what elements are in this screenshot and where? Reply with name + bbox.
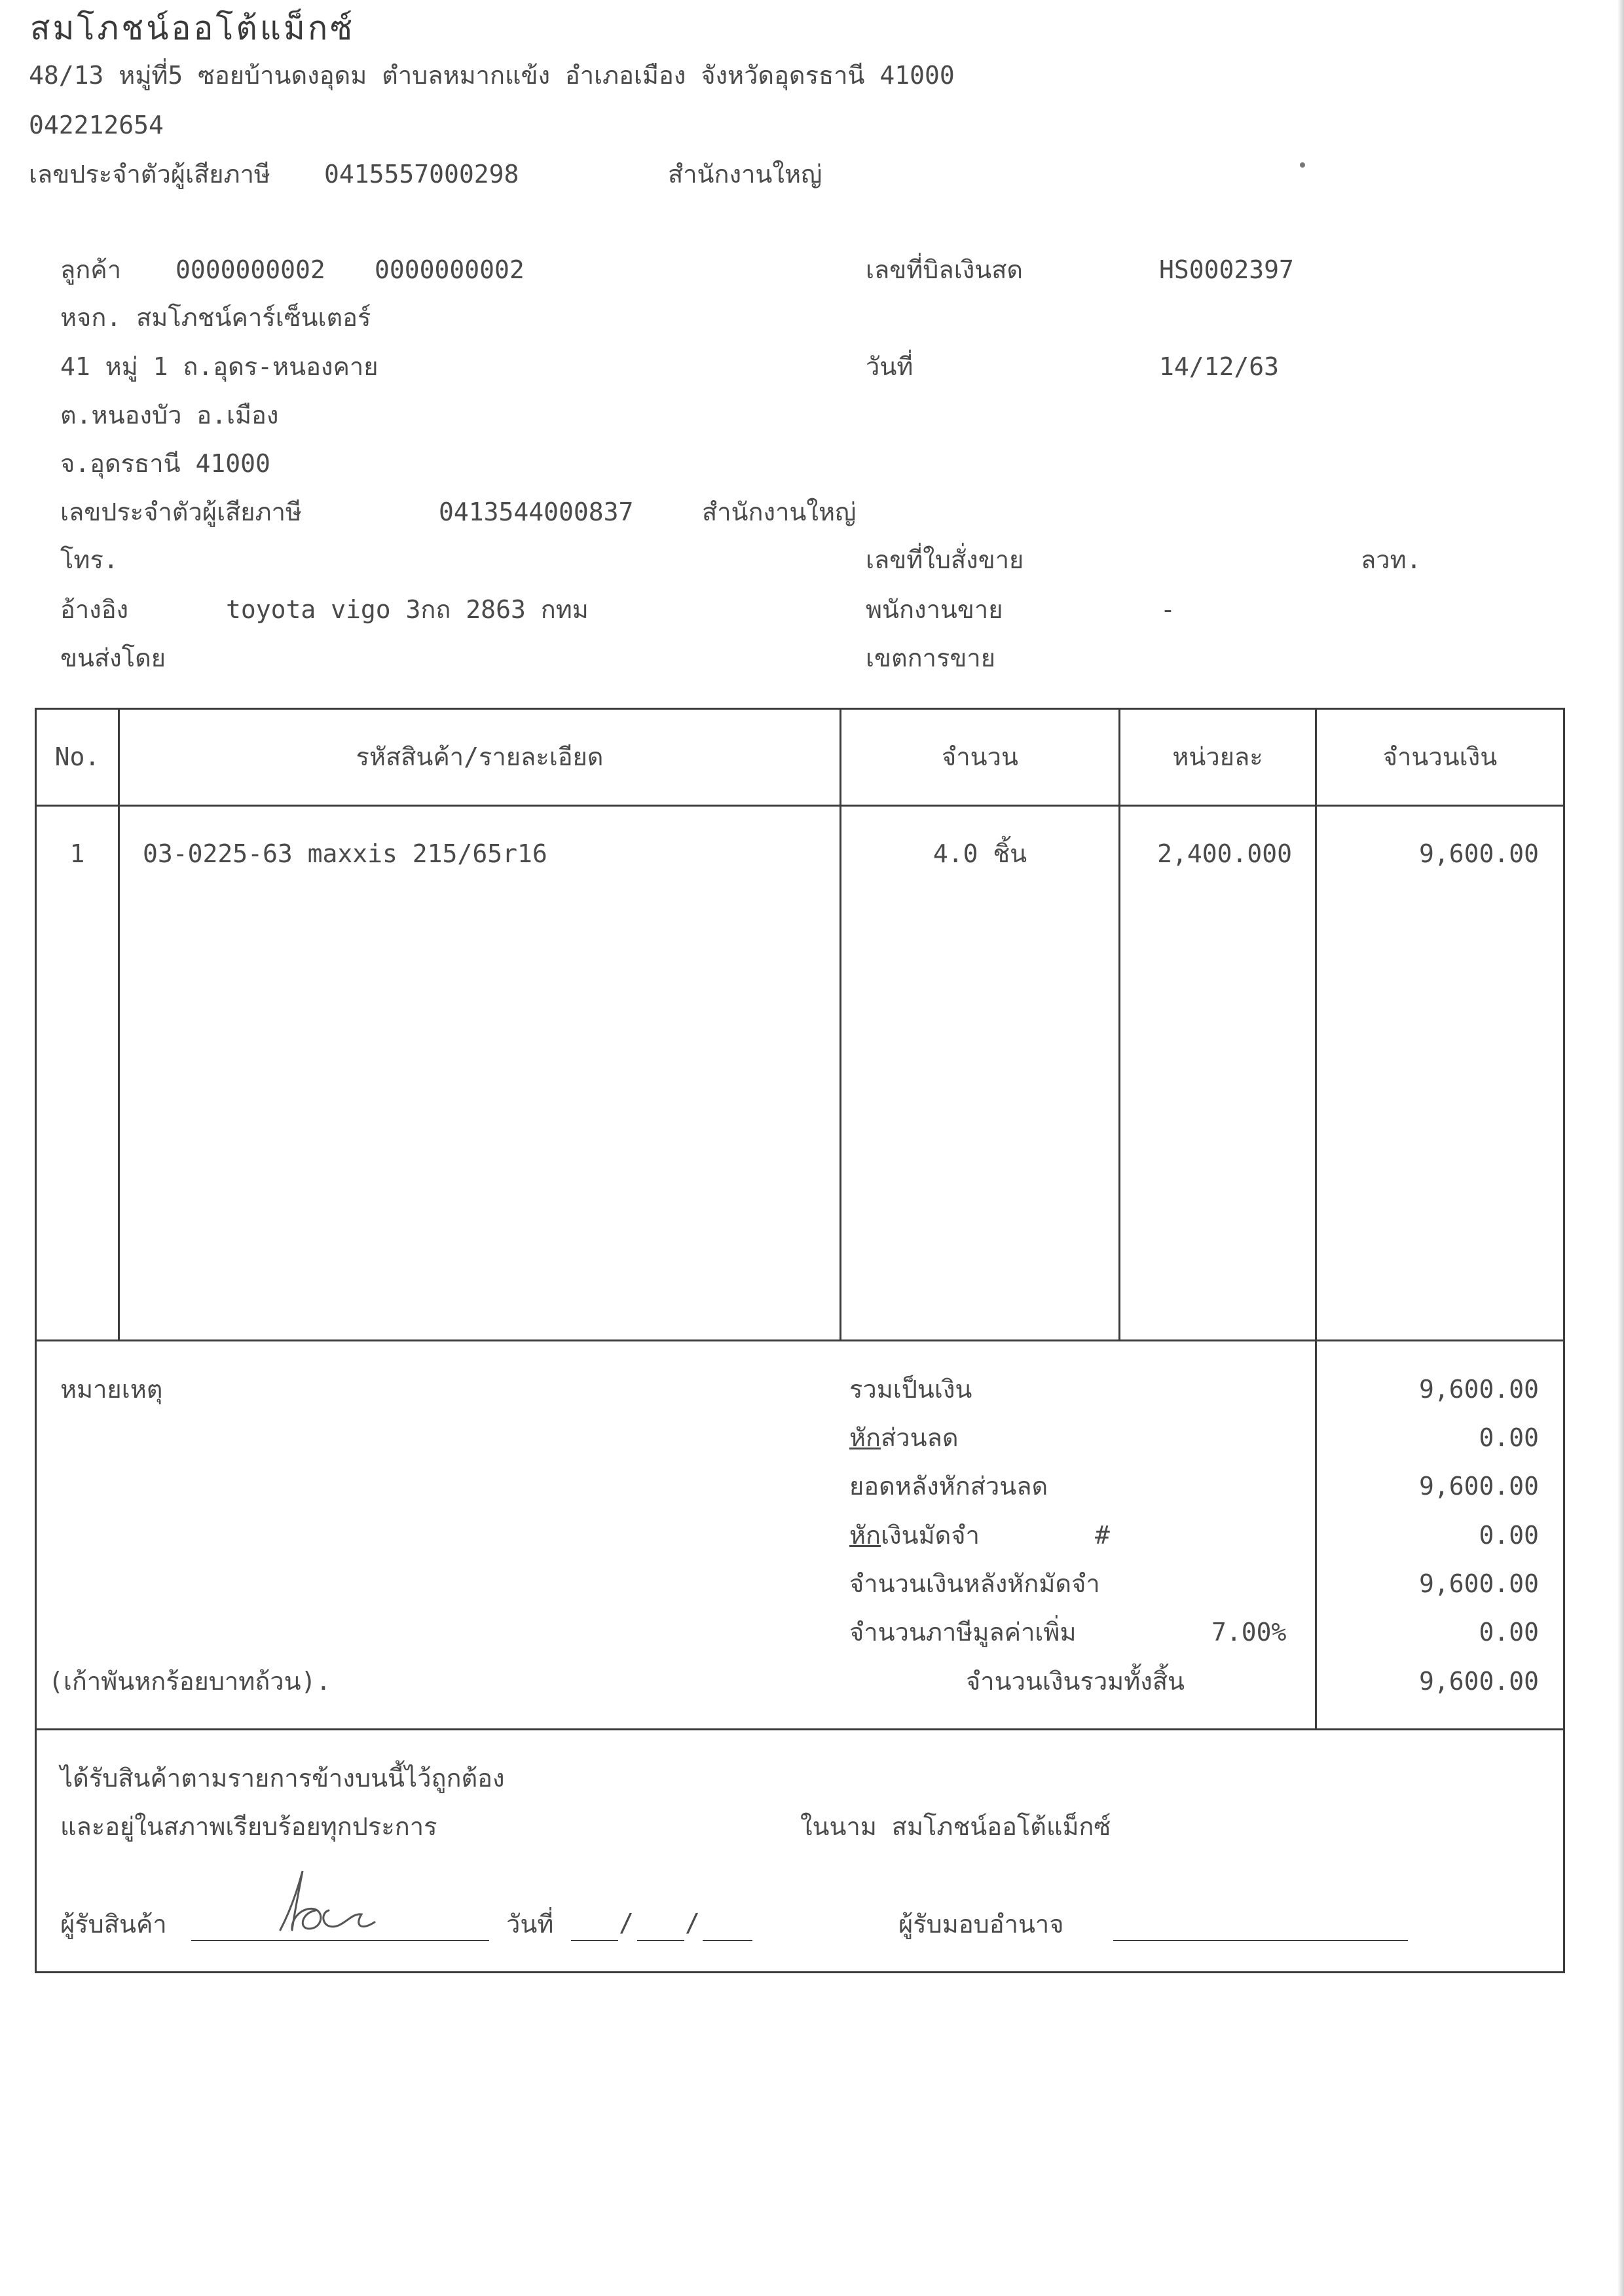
header-no: No.: [54, 742, 100, 771]
customer-name: หจก. สมโภชน์คาร์เซ็นเตอร์: [60, 303, 371, 332]
customer-code: 0000000002: [175, 255, 325, 284]
customer-tax-id-label: เลขประจำตัวผู้เสียภาษี: [60, 498, 302, 526]
subtotal-value: 9,600.00: [1418, 1375, 1539, 1404]
discount-label-rest: ส่วนลด: [881, 1423, 959, 1452]
customer-code-2: 0000000002: [375, 255, 525, 284]
grand-total-label: จำนวนเงินรวมทั้งสิ้น: [966, 1667, 1185, 1696]
subtotal-label: รวมเป็นเงิน: [849, 1375, 972, 1404]
table-header-divider: [35, 805, 1565, 807]
table-left-border: [35, 708, 37, 1973]
row-unit-price: 2,400.000: [1157, 839, 1292, 868]
header-item: รหัสสินค้า/รายละเอียด: [356, 742, 604, 771]
amount-in-words: (เก้าพันหกร้อยบาทถ้วน).: [48, 1667, 331, 1696]
reference-value: toyota vigo 3กถ 2863 กทม: [226, 595, 589, 624]
table-body-bottom: [35, 1339, 1565, 1341]
deposit-mark: #: [1095, 1521, 1110, 1550]
deposit-label-rest: เงินมัดจำ: [881, 1521, 980, 1550]
header-qty: จำนวน: [942, 742, 1018, 771]
company-name: สมโภชน์ออโต้แม็กซ์: [30, 9, 356, 47]
receive-date-label: วันที่: [506, 1910, 554, 1939]
grand-total-value: 9,600.00: [1418, 1667, 1539, 1696]
shipping-label: ขนส่งโดย: [60, 644, 166, 672]
page-edge-shadow: [1617, 0, 1624, 2296]
customer-label: ลูกค้า: [60, 255, 122, 284]
row-item: 03-0225-63 maxxis 215/65r16: [143, 839, 547, 868]
receiver-signature: [262, 1866, 393, 1938]
table-right-border: [1563, 708, 1565, 1973]
vat-label: จำนวนภาษีมูลค่าเพิ่ม: [849, 1618, 1077, 1647]
company-tax-id-label: เลขประจำตัวผู้เสียภาษี: [29, 160, 270, 189]
customer-address-line3: จ.อุดรธานี 41000: [60, 449, 270, 478]
after-discount-value: 9,600.00: [1418, 1472, 1539, 1501]
header-unit-price: หน่วยละ: [1172, 742, 1263, 771]
after-discount-label: ยอดหลังหักส่วนลด: [849, 1472, 1048, 1501]
customer-branch: สำนักงานใหญ่: [702, 498, 857, 526]
receive-date-slash-1: /: [619, 1908, 634, 1937]
col-divider-item: [840, 708, 841, 1341]
table-top-border: [35, 708, 1565, 710]
company-phone: 042212654: [29, 111, 164, 139]
order-no-label: เลขที่ใบสั่งขาย: [866, 545, 1024, 574]
discount-label-underlined: หัก: [849, 1423, 881, 1452]
bill-date: 14/12/63: [1159, 352, 1280, 381]
customer-phone-label: โทร.: [60, 545, 119, 574]
row-qty: 4.0 ชิ้น: [932, 839, 1027, 868]
deposit-label: [849, 1523, 980, 1548]
sales-area-label: เขตการขาย: [866, 644, 995, 672]
row-no: 1: [69, 839, 85, 868]
discount-value: 0.00: [1479, 1423, 1539, 1452]
deposit-value: 0.00: [1479, 1521, 1539, 1550]
received-statement-line2: และอยู่ในสภาพเรียบร้อยทุกประการ: [60, 1812, 437, 1841]
header-amount: จำนวนเงิน: [1382, 742, 1498, 771]
receive-date-day-line: [571, 1940, 618, 1941]
col-divider-qty: [1118, 708, 1120, 1341]
summary-bottom: [35, 1728, 1565, 1730]
bill-no: HS0002397: [1159, 255, 1294, 284]
footer-bottom: [35, 1971, 1565, 1973]
company-address: 48/13 หมู่ที่5 ซอยบ้านดงอุดม ตำบลหมากแข้ง อำเภอเมือง จังหวัดอุดรธานี 41000: [29, 61, 955, 90]
receive-date-year-line: [703, 1940, 752, 1941]
remark-label: หมายเหตุ: [60, 1375, 163, 1404]
after-deposit-label: จำนวนเงินหลังหักมัดจำ: [849, 1569, 1100, 1598]
received-statement-line1: ได้รับสินค้าตามรายการข้างบนนี้ไว้ถูกต้อง: [60, 1764, 505, 1793]
vat-rate: 7.00%: [1211, 1618, 1287, 1647]
receive-date-month-line: [637, 1940, 684, 1941]
order-no-suffix: ลวท.: [1361, 545, 1422, 574]
customer-address-line1: 41 หมู่ 1 ถ.อุดร-หนองคาย: [60, 352, 378, 381]
after-deposit-value: 9,600.00: [1418, 1569, 1539, 1598]
company-branch: สำนักงานใหญ่: [668, 160, 822, 189]
vat-value: 0.00: [1479, 1618, 1539, 1647]
date-label: วันที่: [866, 352, 913, 381]
on-behalf-of: ในนาม สมโภชน์ออโต้แม็กซ์: [800, 1812, 1111, 1841]
row-amount: 9,600.00: [1418, 839, 1539, 868]
authorized-label: ผู้รับมอบอำนาจ: [898, 1910, 1064, 1939]
deposit-label-underlined: หัก: [849, 1521, 881, 1550]
customer-address-line2: ต.หนองบัว อ.เมือง: [60, 401, 279, 429]
customer-tax-id: 0413544000837: [439, 498, 634, 526]
company-tax-id: 0415557000298: [324, 160, 519, 189]
receive-date-slash-2: /: [685, 1908, 700, 1937]
scan-dot: [1300, 162, 1305, 168]
receiver-signature-line: [191, 1940, 489, 1941]
reference-label: อ้างอิง: [60, 595, 129, 624]
discount-label: [849, 1425, 959, 1450]
authorized-signature-line: [1113, 1940, 1408, 1941]
col-divider-no: [118, 708, 120, 1341]
receiver-label: ผู้รับสินค้า: [60, 1910, 167, 1939]
salesperson-value: -: [1160, 595, 1175, 624]
salesperson-label: พนักงานขาย: [866, 595, 1003, 624]
bill-no-label: เลขที่บิลเงินสด: [866, 255, 1024, 284]
